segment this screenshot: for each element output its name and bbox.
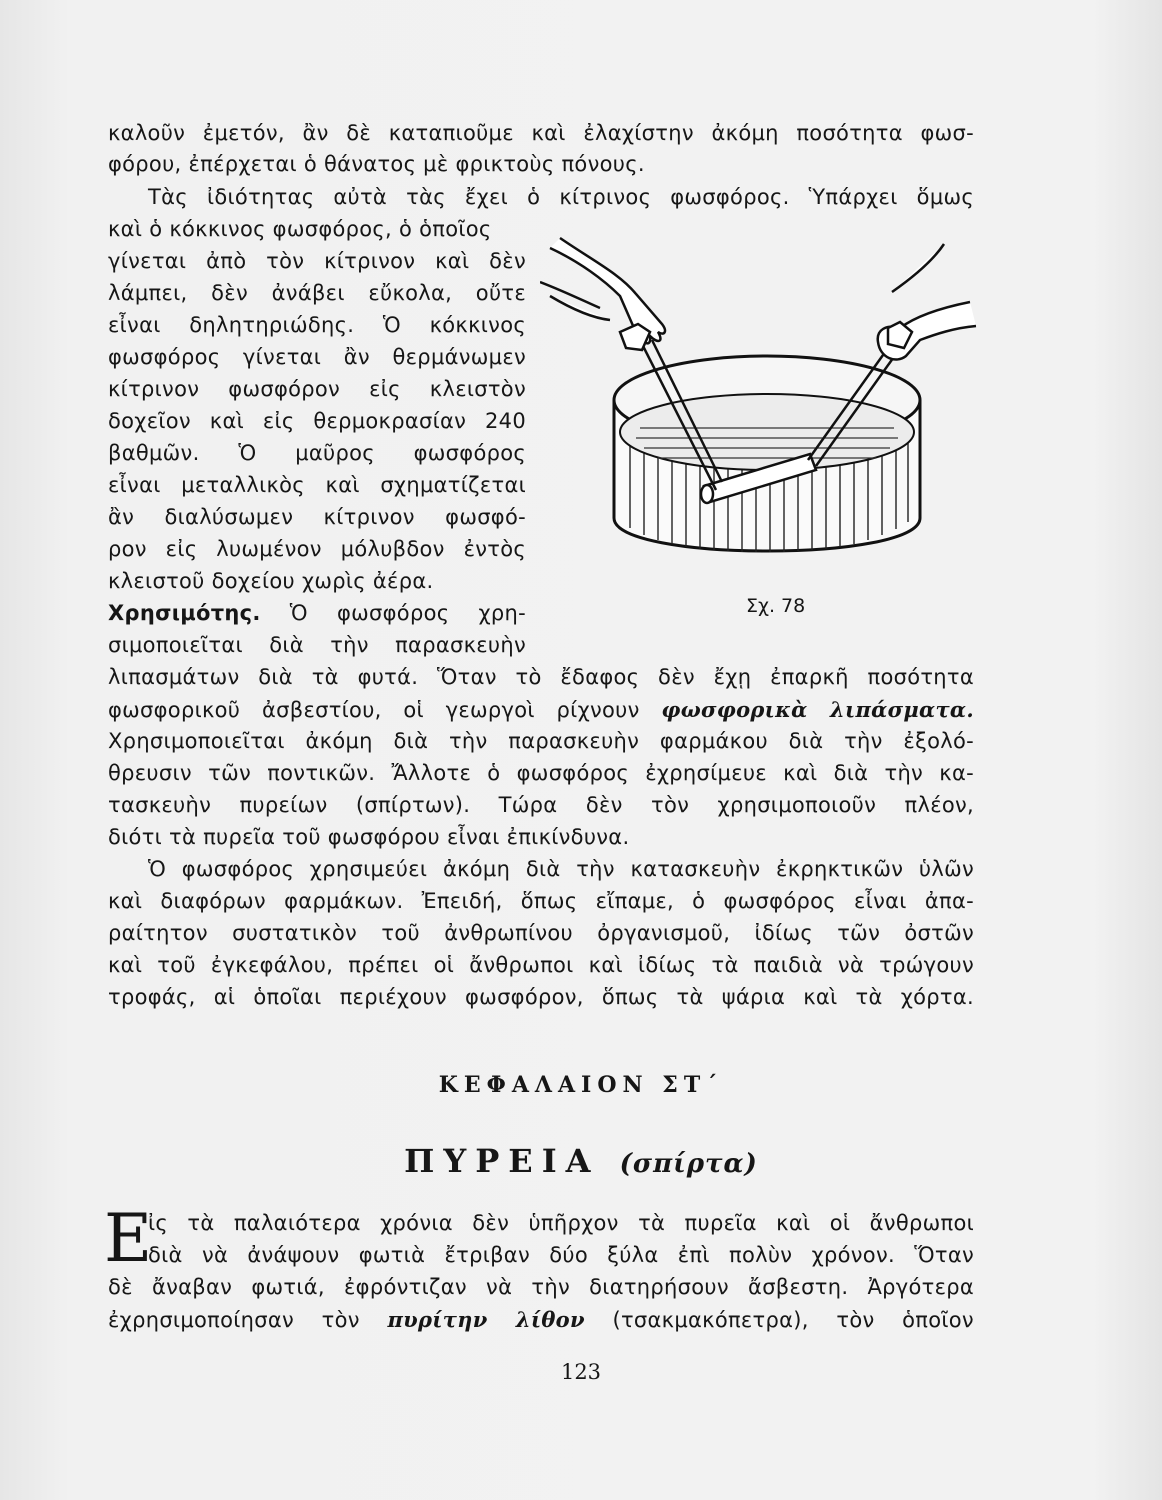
text-line: λιπασμάτων διὰ τὰ φυτά. Ὅταν τὸ ἔδαφος δὲν ἔχῃ ἐπαρκῆ ποσότητα xyxy=(108,665,974,689)
text-line: ἂν διαλύσωμεν κίτρινον φωσφό- xyxy=(108,505,526,529)
text-fragment: (τσακμακόπετρα), τὸν ὁποῖον xyxy=(612,1308,974,1332)
flint-term: πυρίτην λίθον xyxy=(387,1307,585,1332)
text-line: Χρησιμοποιεῖται ἀκόμη διὰ τὴν παρασκευὴν φαρμάκου διὰ τὴν ἐξολό- xyxy=(108,729,974,753)
text-line: φωσφόρος γίνεται ἂν θερμάνωμεν xyxy=(108,345,526,369)
section-title-main: ΠΥΡΕΙΑ xyxy=(404,1142,600,1180)
text-line: σιμοποιεῖται διὰ τὴν παρασκευὴν xyxy=(108,633,526,657)
text-line: Τὰς ἰδιότητας αὐτὰ τὰς ἔχει ὁ κίτρινος φωσφόρος. Ὑπάρχει ὅμως xyxy=(148,185,974,209)
text-line: Ὁ φωσφόρος χρησιμεύει ἀκόμη διὰ τὴν κατασκευὴν ἐκρηκτικῶν ὑλῶν xyxy=(148,857,974,881)
text-line: ἰς τὰ παλαιότερα χρόνια δὲν ὑπῆρχον τὰ πυρεῖα καὶ οἱ ἄνθρωποι xyxy=(148,1211,974,1235)
text-line: καὶ διαφόρων φαρμάκων. Ἐπειδή, ὅπως εἴπαμε, ὁ φωσφόρος εἶναι ἀπα- xyxy=(108,889,974,913)
text-line: καὶ ὁ κόκκινος φωσφόρος, ὁ ὁποῖος xyxy=(108,217,492,241)
text-line: θρευσιν τῶν ποντικῶν. Ἄλλοτε ὁ φωσφόρος ἐχρησίμευε καὶ διὰ τὴν κα- xyxy=(108,761,974,785)
text-line: ραίτητον συστατικὸν τοῦ ἀνθρωπίνου ὀργανισμοῦ, ἰδίως τῶν ὀστῶν xyxy=(108,921,974,945)
text-line: κλειστοῦ δοχείου χωρὶς ἀέρα. xyxy=(108,569,434,593)
text-line-fertilizer xyxy=(108,694,974,725)
text-fragment: Ὁ φωσφόρος χρη- xyxy=(289,601,526,625)
text-line: καλοῦν ἐμετόν, ἂν δὲ καταπιοῦμε καὶ ἐλαχίστην ἀκόμη ποσότητα φωσ- xyxy=(108,121,974,145)
section-title xyxy=(0,1142,1162,1180)
text-line: δοχεῖον καὶ εἰς θερμοκρασίαν 240 xyxy=(108,409,526,433)
text-line: τροφάς, αἱ ὁποῖαι περιέχουν φωσφόρον, ὅπως τὰ ψάρια καὶ τὰ χόρτα. xyxy=(108,985,974,1009)
right-hand xyxy=(878,244,976,360)
text-line: βαθμῶν. Ὁ μαῦρος φωσφόρος xyxy=(108,441,526,465)
text-line-usage xyxy=(108,598,526,629)
text-line: δὲ ἄναβαν φωτιά, ἐφρόντιζαν νὰ τὴν διατηρήσουν ἄσβεστη. Ἀργότερα xyxy=(108,1275,974,1299)
text-fragment: φωσφορικοῦ ἀσβεστίου, οἱ γεωργοὶ ρίχνουν xyxy=(108,698,640,722)
text-line: κίτρινον φωσφόρον εἰς κλειστὸν xyxy=(108,377,526,401)
text-line: γίνεται ἀπὸ τὸν κίτρινον καὶ δὲν xyxy=(108,249,526,273)
figure-phosphorus-dish xyxy=(540,232,980,592)
text-line: διὰ νὰ ἀνάψουν φωτιὰ ἔτριβαν δύο ξύλα ἐπὶ πολὺν χρόνον. Ὅταν xyxy=(148,1243,974,1267)
text-fragment: ἐχρησιμοποίησαν τὸν xyxy=(108,1308,360,1332)
text-line: εἶναι μεταλλικὸς καὶ σχηματίζεται xyxy=(108,473,526,497)
fertilizer-term: φωσφορικὰ λιπάσματα. xyxy=(661,697,974,722)
drop-cap: Ε xyxy=(104,1200,153,1277)
section-subtitle: (σπίρτα) xyxy=(619,1149,758,1179)
text-line: εἶναι δηλητηριώδης. Ὁ κόκκινος xyxy=(108,313,526,337)
chapter-label: ΚΕΦΑΛΑΙΟΝ ΣΤ΄ xyxy=(438,1072,724,1098)
left-hand xyxy=(540,238,665,350)
text-line: λάμπει, δὲν ἀνάβει εὔκολα, οὔτε xyxy=(108,281,526,305)
text-line-flint xyxy=(108,1304,974,1335)
text-line: τασκευὴν πυρείων (σπίρτων). Τώρα δὲν τὸν χρησιμοποιοῦν πλέον, xyxy=(108,793,974,817)
page-number: 123 xyxy=(560,1360,602,1384)
text-line: ρον εἰς λυωμένον μόλυβδον ἐντὸς xyxy=(108,537,526,561)
usage-heading: Χρησιμότης. xyxy=(108,601,261,625)
text-line: φόρου, ἐπέρχεται ὁ θάνατος μὲ φρικτοὺς πόνους. xyxy=(108,152,645,176)
text-line: διότι τὰ πυρεῖα τοῦ φωσφόρου εἶναι ἐπικίνδυνα. xyxy=(108,825,630,849)
text-line: καὶ τοῦ ἐγκεφάλου, πρέπει οἱ ἄνθρωποι καὶ ἰδίως τὰ παιδιὰ νὰ τρώγουν xyxy=(108,953,974,977)
figure-caption: Σχ. 78 xyxy=(746,595,806,617)
